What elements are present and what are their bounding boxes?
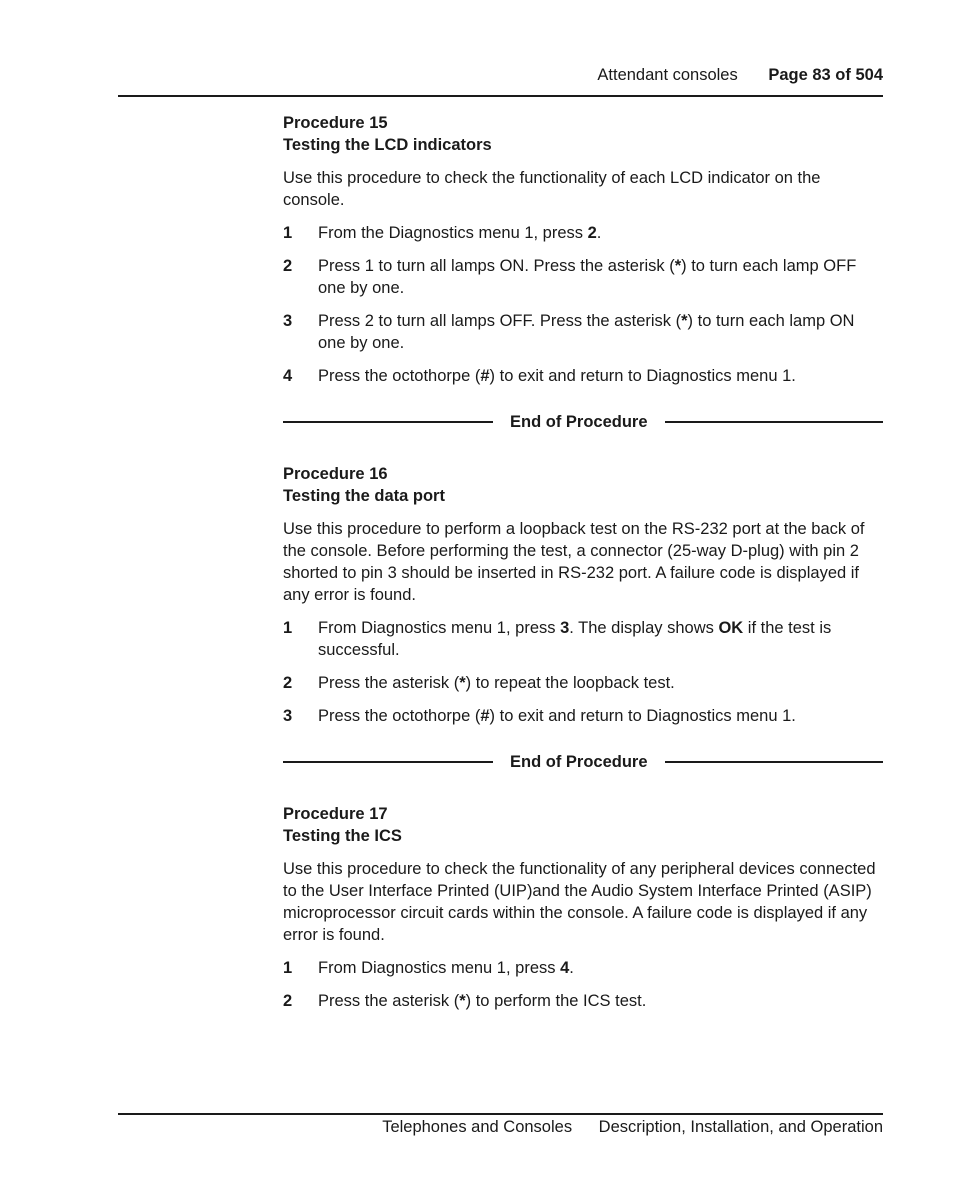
procedure-subtitle: Testing the ICS	[283, 827, 402, 845]
procedure-1	[283, 112, 883, 433]
step-key: #	[480, 367, 490, 385]
step-number: 1	[283, 619, 293, 637]
step-text-run: ) to repeat the loopback test.	[465, 674, 675, 692]
step-text	[318, 617, 883, 661]
step-text	[318, 705, 883, 727]
step-text-run: Press 1 to turn all lamps ON. Press the asterisk (	[318, 257, 675, 275]
step-text	[318, 957, 883, 979]
divider-line-left	[283, 761, 493, 763]
footer-rule	[118, 1113, 883, 1115]
step-text	[318, 365, 883, 387]
step-key: 2	[587, 224, 597, 242]
step-text-run: From the Diagnostics menu 1, press	[318, 224, 588, 242]
procedure-step	[283, 617, 883, 661]
divider-line-left	[283, 421, 493, 423]
procedure-title: Procedure 17	[283, 805, 388, 823]
step-text-run: ) to turn each lamp ON one by one.	[318, 312, 855, 352]
step-number: 4	[283, 367, 293, 385]
header-rule	[118, 95, 883, 97]
page-footer	[382, 1118, 883, 1137]
step-text-run: Press the octothorpe (	[318, 367, 481, 385]
step-key: 4	[560, 959, 570, 977]
step-text-run: From Diagnostics menu 1, press	[318, 959, 561, 977]
step-text	[318, 990, 883, 1012]
procedure-subtitle: Testing the data port	[283, 487, 445, 505]
step-text-run: Press the octothorpe (	[318, 707, 481, 725]
procedure-step	[283, 957, 883, 979]
step-number: 2	[283, 674, 293, 692]
divider-line-right	[665, 421, 883, 423]
procedure-steps	[283, 957, 883, 1012]
procedure-steps	[283, 617, 883, 727]
step-text-run: Press the asterisk (	[318, 992, 460, 1010]
procedure-subtitle: Testing the LCD indicators	[283, 136, 492, 154]
procedure-title: Procedure 15	[283, 114, 388, 132]
step-number: 3	[283, 707, 293, 725]
procedure-step	[283, 672, 883, 694]
step-number: 1	[283, 959, 293, 977]
step-text-run: .	[569, 959, 574, 977]
step-key: *	[459, 992, 466, 1010]
step-text	[318, 255, 883, 299]
step-key: *	[459, 674, 466, 692]
step-text-run: if the test is successful.	[318, 619, 832, 659]
procedure-3	[283, 803, 883, 1012]
step-text	[318, 672, 883, 694]
procedure-intro: Use this procedure to check the functionality of any peripheral devices connected to the User Interface Printed (UIP)and the Audio System Interface Printed (ASIP) microprocessor circuit cards within the console. A failure code is displayed if any error is found.	[283, 860, 876, 944]
procedure-step	[283, 310, 883, 354]
step-text	[318, 310, 883, 354]
step-key: OK	[718, 619, 744, 637]
procedure-intro: Use this procedure to check the functionality of each LCD indicator on the console.	[283, 169, 821, 209]
end-of-procedure-label: End of Procedure	[510, 413, 648, 431]
step-text-run: . The display shows	[569, 619, 719, 637]
procedure-step	[283, 990, 883, 1012]
procedure-title: Procedure 16	[283, 465, 388, 483]
step-text-run: Press 2 to turn all lamps OFF. Press the asterisk (	[318, 312, 682, 330]
step-number: 3	[283, 312, 293, 330]
footer-book-subtitle: Description, Installation, and Operation	[598, 1118, 883, 1136]
step-key: *	[681, 312, 688, 330]
divider-line-right	[665, 761, 883, 763]
header-page-number: Page 83 of 504	[768, 66, 883, 84]
procedure-steps	[283, 222, 883, 387]
end-of-procedure-divider	[283, 411, 883, 433]
step-key: 3	[560, 619, 570, 637]
procedure-step	[283, 365, 883, 387]
header-section-title: Attendant consoles	[597, 66, 738, 84]
procedure-step	[283, 222, 883, 244]
step-text-run: Press the asterisk (	[318, 674, 460, 692]
procedure-2	[283, 463, 883, 773]
end-of-procedure-label: End of Procedure	[510, 753, 648, 771]
procedure-step	[283, 705, 883, 727]
step-text-run: ) to perform the ICS test.	[465, 992, 647, 1010]
step-number: 2	[283, 992, 293, 1010]
step-number: 1	[283, 224, 293, 242]
end-of-procedure-divider	[283, 751, 883, 773]
step-text	[318, 222, 883, 244]
step-key: #	[480, 707, 490, 725]
step-text-run: ) to exit and return to Diagnostics menu 1.	[489, 707, 796, 725]
footer-book-title: Telephones and Consoles	[382, 1118, 573, 1136]
step-text-run: ) to exit and return to Diagnostics menu 1.	[489, 367, 796, 385]
step-number: 2	[283, 257, 293, 275]
procedure-step	[283, 255, 883, 299]
step-text-run: .	[596, 224, 602, 242]
step-text-run: ) to turn each lamp OFF one by one.	[318, 257, 857, 297]
page-header	[597, 66, 883, 85]
step-key: *	[674, 257, 682, 275]
step-text-run: From Diagnostics menu 1, press	[318, 619, 561, 637]
procedures-content	[283, 112, 883, 1023]
procedure-intro: Use this procedure to perform a loopback test on the RS-232 port at the back of the console. Before performing the test, a connector (25-way D-plug) with pin 2 shorted to pin 3 should be inserted in RS-232 port. A failure code is displayed if any error is found.	[283, 520, 865, 604]
